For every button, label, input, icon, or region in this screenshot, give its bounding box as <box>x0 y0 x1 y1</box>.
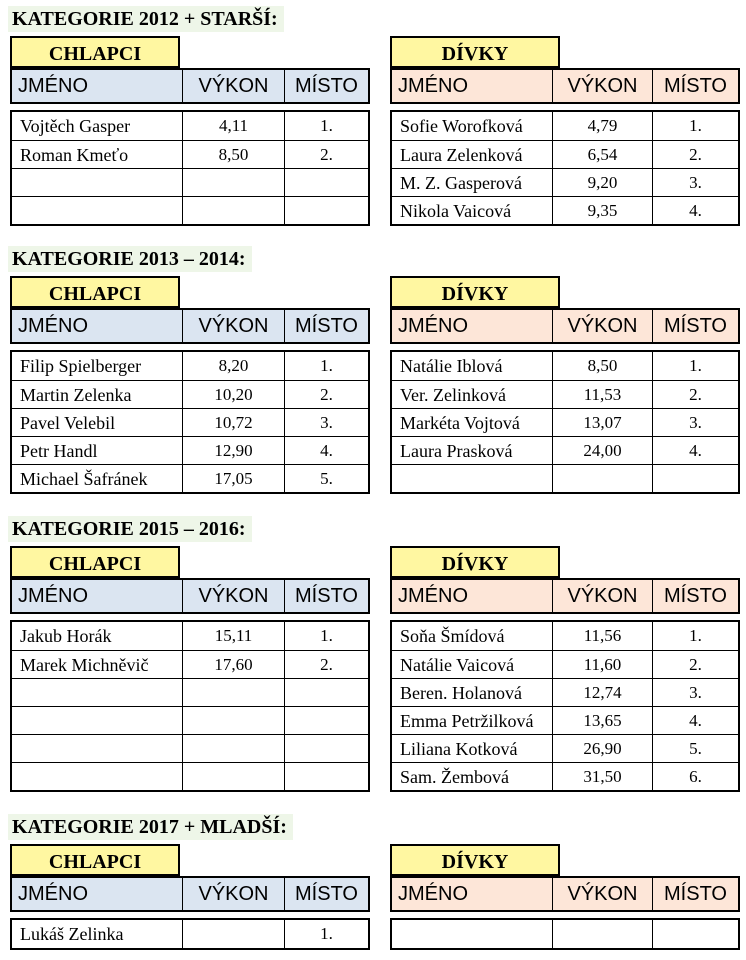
name-cell: Emma Petržilková <box>400 711 534 731</box>
table-row <box>12 706 368 734</box>
column-header: MÍSTO <box>284 580 368 612</box>
result-cell: 9,35 <box>552 197 652 224</box>
place-cell: 1. <box>284 352 368 380</box>
name-cell: Vojtěch Gasper <box>20 116 131 136</box>
table-header <box>390 578 740 614</box>
result-cell: 4,11 <box>182 112 284 140</box>
result-cell: 11,56 <box>552 622 652 650</box>
result-cell: 4,79 <box>552 112 652 140</box>
table-row <box>392 196 738 224</box>
girls-group-label: DÍVKY <box>390 546 560 578</box>
table-body <box>390 918 740 950</box>
girls-group-label: DÍVKY <box>390 276 560 308</box>
column-header: MÍSTO <box>652 580 738 612</box>
column-header: VÝKON <box>552 580 652 612</box>
name-cell <box>12 169 182 196</box>
table-header <box>10 578 370 614</box>
name-cell: Beren. Holanová <box>400 683 522 703</box>
table-row <box>392 436 738 464</box>
name-cell <box>12 763 182 790</box>
place-cell: 2. <box>284 651 368 678</box>
category-title: KATEGORIE 2015 – 2016: <box>8 516 252 542</box>
name-cell: Nikola Vaicová <box>400 201 512 221</box>
table-row <box>12 622 368 650</box>
table-row <box>392 408 738 436</box>
column-header: JMÉNO <box>18 315 88 337</box>
result-cell <box>552 920 652 948</box>
column-header: MÍSTO <box>284 878 368 910</box>
girls-group-label: DÍVKY <box>390 844 560 876</box>
name-cell: M. Z. Gasperová <box>400 173 522 193</box>
result-cell <box>182 169 284 196</box>
table-row <box>12 140 368 168</box>
column-header: MÍSTO <box>284 310 368 342</box>
table-body <box>10 110 370 226</box>
table-row <box>392 140 738 168</box>
category-title: KATEGORIE 2013 – 2014: <box>8 246 252 272</box>
column-header: JMÉNO <box>18 75 88 97</box>
name-cell: Soňa Šmídová <box>400 626 505 646</box>
table-row <box>392 168 738 196</box>
result-cell: 8,50 <box>552 352 652 380</box>
column-header: MÍSTO <box>284 70 368 102</box>
table-row <box>12 436 368 464</box>
table-row <box>392 734 738 762</box>
place-cell: 1. <box>284 112 368 140</box>
table-row <box>12 762 368 790</box>
place-cell: 5. <box>652 735 738 762</box>
result-cell: 12,90 <box>182 437 284 464</box>
name-cell: Lukáš Zelinka <box>20 924 124 944</box>
table-body <box>390 110 740 226</box>
place-cell: 1. <box>284 622 368 650</box>
table-row <box>392 352 738 380</box>
table-header <box>10 68 370 104</box>
place-cell <box>284 679 368 706</box>
name-cell: Roman Kmeťo <box>20 145 129 165</box>
result-cell: 10,72 <box>182 409 284 436</box>
place-cell: 3. <box>652 409 738 436</box>
result-cell: 15,11 <box>182 622 284 650</box>
girls-group-label: DÍVKY <box>390 36 560 68</box>
place-cell: 5. <box>284 465 368 492</box>
place-cell: 3. <box>652 679 738 706</box>
column-header: JMÉNO <box>18 585 88 607</box>
table-header <box>10 308 370 344</box>
table-row <box>392 762 738 790</box>
column-header: JMÉNO <box>398 585 468 607</box>
place-cell: 2. <box>652 141 738 168</box>
table-header <box>10 876 370 912</box>
table-row <box>12 920 368 948</box>
table-row <box>12 352 368 380</box>
table-row <box>392 920 738 948</box>
result-cell: 24,00 <box>552 437 652 464</box>
result-cell: 13,07 <box>552 409 652 436</box>
result-cell: 17,60 <box>182 651 284 678</box>
table-row <box>392 678 738 706</box>
result-cell: 8,50 <box>182 141 284 168</box>
column-header: MÍSTO <box>652 70 738 102</box>
table-body <box>10 918 370 950</box>
boys-group-label: CHLAPCI <box>10 844 180 876</box>
column-header: JMÉNO <box>398 75 468 97</box>
name-cell: Sofie Worofková <box>400 116 523 136</box>
boys-group-label: CHLAPCI <box>10 546 180 578</box>
column-header: JMÉNO <box>18 883 88 905</box>
table-row <box>12 196 368 224</box>
column-header: MÍSTO <box>652 310 738 342</box>
place-cell: 2. <box>652 651 738 678</box>
name-cell: Sam. Žembová <box>400 767 509 787</box>
name-cell <box>12 197 182 224</box>
result-cell: 8,20 <box>182 352 284 380</box>
result-cell <box>182 920 284 948</box>
column-header: JMÉNO <box>398 315 468 337</box>
table-body <box>10 620 370 792</box>
name-cell: Petr Handl <box>20 441 98 461</box>
column-header: VÝKON <box>552 878 652 910</box>
result-cell: 17,05 <box>182 465 284 492</box>
column-header: VÝKON <box>552 310 652 342</box>
table-row <box>12 464 368 492</box>
place-cell <box>284 707 368 734</box>
result-cell <box>182 197 284 224</box>
name-cell <box>12 679 182 706</box>
name-cell: Pavel Velebil <box>20 413 116 433</box>
result-cell <box>552 465 652 492</box>
place-cell <box>652 465 738 492</box>
column-header: VÝKON <box>552 70 652 102</box>
place-cell <box>652 920 738 948</box>
table-row <box>12 678 368 706</box>
result-cell: 26,90 <box>552 735 652 762</box>
place-cell: 1. <box>284 920 368 948</box>
category-title: KATEGORIE 2017 + MLADŠÍ: <box>8 814 293 840</box>
column-header: JMÉNO <box>398 883 468 905</box>
result-cell: 10,20 <box>182 381 284 408</box>
result-cell: 13,65 <box>552 707 652 734</box>
name-cell: Ver. Zelinková <box>400 385 506 405</box>
result-cell: 31,50 <box>552 763 652 790</box>
result-cell: 11,53 <box>552 381 652 408</box>
table-row <box>392 464 738 492</box>
place-cell: 4. <box>652 197 738 224</box>
table-body <box>390 620 740 792</box>
table-row <box>12 380 368 408</box>
category-title: KATEGORIE 2012 + STARŠÍ: <box>8 6 284 32</box>
result-cell <box>182 735 284 762</box>
column-header: MÍSTO <box>652 878 738 910</box>
result-cell: 9,20 <box>552 169 652 196</box>
name-cell: Laura Zelenková <box>400 145 523 165</box>
table-row <box>12 650 368 678</box>
table-row <box>12 408 368 436</box>
table-row <box>12 734 368 762</box>
place-cell: 4. <box>652 437 738 464</box>
place-cell: 2. <box>284 141 368 168</box>
name-cell: Natálie Iblová <box>400 356 503 376</box>
name-cell: Laura Prasková <box>400 441 513 461</box>
name-cell: Liliana Kotková <box>400 739 518 759</box>
place-cell: 3. <box>284 409 368 436</box>
place-cell: 6. <box>652 763 738 790</box>
result-cell <box>182 679 284 706</box>
result-cell: 12,74 <box>552 679 652 706</box>
place-cell: 4. <box>652 707 738 734</box>
name-cell: Jakub Horák <box>20 626 112 646</box>
name-cell: Martin Zelenka <box>20 385 132 405</box>
table-row <box>392 112 738 140</box>
table-body <box>390 350 740 494</box>
table-row <box>392 380 738 408</box>
column-header: VÝKON <box>182 580 284 612</box>
name-cell <box>392 465 552 492</box>
result-cell <box>182 707 284 734</box>
result-cell: 11,60 <box>552 651 652 678</box>
table-row <box>392 622 738 650</box>
name-cell <box>392 920 552 948</box>
table-row <box>12 112 368 140</box>
result-cell <box>182 763 284 790</box>
column-header: VÝKON <box>182 70 284 102</box>
place-cell: 1. <box>652 112 738 140</box>
place-cell: 1. <box>652 352 738 380</box>
name-cell: Marek Michněvič <box>20 655 149 675</box>
place-cell: 2. <box>284 381 368 408</box>
table-header <box>390 308 740 344</box>
table-header <box>390 68 740 104</box>
place-cell: 2. <box>652 381 738 408</box>
table-row <box>392 650 738 678</box>
place-cell <box>284 763 368 790</box>
place-cell <box>284 197 368 224</box>
place-cell: 3. <box>652 169 738 196</box>
column-header: VÝKON <box>182 310 284 342</box>
place-cell <box>284 169 368 196</box>
boys-group-label: CHLAPCI <box>10 36 180 68</box>
name-cell: Natálie Vaicová <box>400 655 515 675</box>
name-cell: Michael Šafránek <box>20 469 148 489</box>
name-cell <box>12 707 182 734</box>
result-cell: 6,54 <box>552 141 652 168</box>
place-cell <box>284 735 368 762</box>
name-cell: Markéta Vojtová <box>400 413 520 433</box>
table-row <box>12 168 368 196</box>
table-row <box>392 706 738 734</box>
place-cell: 4. <box>284 437 368 464</box>
table-body <box>10 350 370 494</box>
name-cell: Filip Spielberger <box>20 356 142 376</box>
table-header <box>390 876 740 912</box>
boys-group-label: CHLAPCI <box>10 276 180 308</box>
name-cell <box>12 735 182 762</box>
place-cell: 1. <box>652 622 738 650</box>
column-header: VÝKON <box>182 878 284 910</box>
